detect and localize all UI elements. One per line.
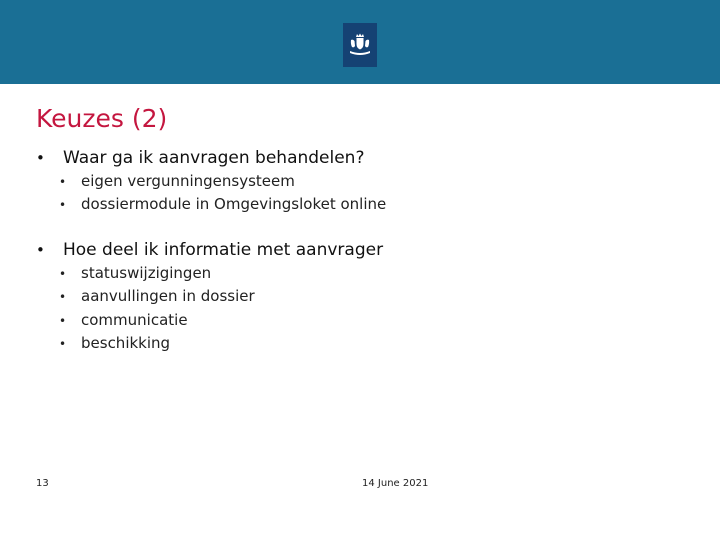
bullet-item [59, 195, 386, 213]
bullet-item [59, 334, 170, 352]
bullet-heading-text: Waar ga ik aanvragen behandelen? [63, 148, 365, 168]
bullet-dot-icon: • [59, 198, 67, 212]
bullet-heading [36, 148, 364, 168]
bullet-dot-icon: • [59, 267, 67, 281]
bullet-dot-icon: • [59, 175, 67, 189]
bullet-item-text: aanvullingen in dossier [81, 287, 255, 305]
bullet-dot-icon: • [36, 149, 45, 167]
bullet-item [59, 287, 255, 305]
bullet-item-text: eigen vergunningensysteem [81, 172, 295, 190]
bullet-item [59, 311, 188, 329]
footer-date: 14 June 2021 [362, 478, 429, 489]
bullet-heading-text: Hoe deel ik informatie met aanvrager [63, 240, 384, 260]
bullet-item [59, 172, 295, 190]
slide-title: Keuzes (2) [36, 104, 168, 133]
rijksoverheid-crest-icon [347, 32, 373, 58]
bullet-heading [36, 240, 383, 260]
bullet-dot-icon: • [59, 337, 67, 351]
bullet-dot-icon: • [59, 314, 67, 328]
bullet-item-text: statuswijzigingen [81, 264, 212, 282]
bullet-dot-icon: • [36, 241, 45, 259]
bullet-item-text: communicatie [81, 311, 188, 329]
logo [343, 23, 377, 67]
page-number: 13 [36, 478, 49, 489]
bullet-item-text: dossiermodule in Omgevingsloket online [81, 195, 387, 213]
bullet-item [59, 264, 211, 282]
bullet-dot-icon: • [59, 290, 67, 304]
bullet-item-text: beschikking [81, 334, 171, 352]
